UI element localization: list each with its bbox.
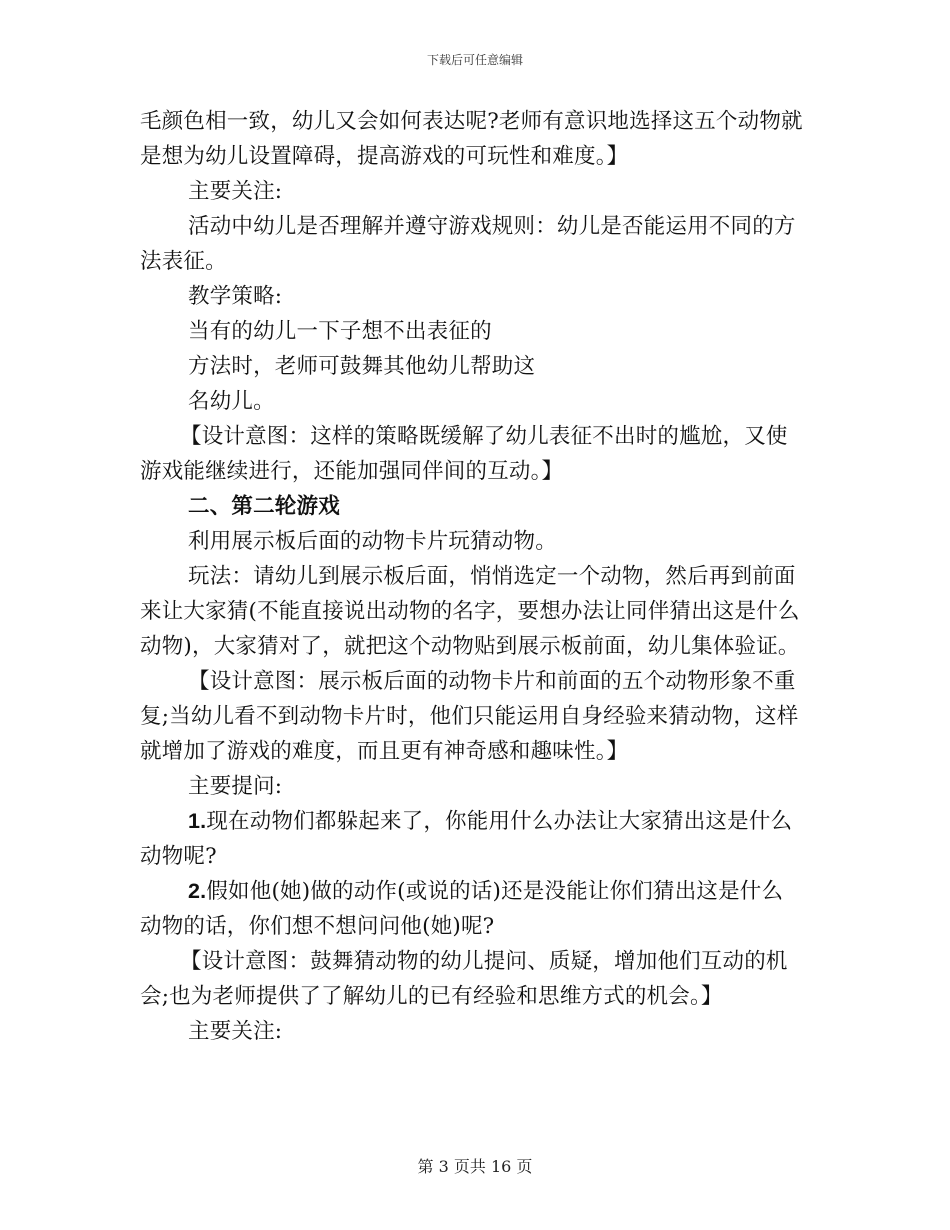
- text-line: 来让大家猜(不能直接说出动物的名字，要想办法让同伴猜出这是什么: [140, 599, 800, 624]
- section-label: 主要关注:: [188, 179, 283, 204]
- text-line: 法表征。: [140, 249, 227, 274]
- text-line: 动物的话，你们想不想问问他(她)呢?: [140, 914, 495, 939]
- design-intent-note: 【设计意图：展示板后面的动物卡片和前面的五个动物形象不重: [188, 669, 796, 694]
- text-line: 游戏能继续进行，还能加强同伴间的互动。】: [140, 459, 564, 484]
- text-line: 毛颜色相一致，幼儿又会如何表达呢?老师有意识地选择这五个动物就: [140, 109, 803, 134]
- list-number: 1.: [188, 809, 207, 833]
- design-intent-note: 【设计意图：鼓舞猜动物的幼儿提问、质疑，增加他们互动的机: [180, 949, 788, 974]
- list-item: [140, 874, 812, 909]
- list-item-text: 假如他(她)做的动作(或说的话)还是没能让你们猜出这是什么: [206, 879, 784, 904]
- text-line: 复;当幼儿看不到动物卡片时，他们只能运用自身经验来猜动物，这样: [140, 704, 799, 729]
- section-label: 主要关注:: [188, 1019, 283, 1044]
- text-line: 玩法：请幼儿到展示板后面，悄悄选定一个动物，然后再到前面: [188, 564, 796, 589]
- list-number: 2.: [188, 879, 207, 903]
- list-item-text: 现在动物们都躲起来了，你能用什么办法让大家猜出这是什么: [206, 809, 793, 834]
- text-line: 当有的幼儿一下子想不出表征的: [188, 319, 492, 344]
- design-intent-note: 【设计意图：这样的策略既缓解了幼儿表征不出时的尴尬，又使: [180, 424, 788, 449]
- document-body: [140, 104, 812, 1049]
- text-line: 就增加了游戏的难度，而且更有神奇感和趣味性。】: [140, 739, 629, 764]
- text-line: 活动中幼儿是否理解并遵守游戏规则：幼儿是否能运用不同的方: [188, 214, 796, 239]
- section-heading: 二、第二轮游戏: [188, 494, 340, 519]
- text-line: 会;也为老师提供了了解幼儿的已有经验和思维方式的机会。】: [140, 984, 723, 1009]
- page-header: 下载后可任意编辑: [426, 53, 523, 67]
- text-line: 动物呢?: [140, 844, 217, 869]
- text-line: 动物)，大家猜对了，就把这个动物贴到展示板前面，幼儿集体验证。: [140, 634, 800, 659]
- text-line: 是想为幼儿设置障碍，提高游戏的可玩性和难度。】: [140, 144, 629, 169]
- section-label: 主要提问:: [188, 774, 283, 799]
- text-line: 名幼儿。: [188, 389, 275, 414]
- page-footer: 第 3 页共 16 页: [417, 1157, 533, 1176]
- section-label: 教学策略:: [188, 284, 283, 309]
- list-item: [140, 804, 812, 839]
- text-line: 利用展示板后面的动物卡片玩猜动物。: [188, 529, 557, 554]
- text-line: 方法时，老师可鼓舞其他幼儿帮助这: [188, 354, 536, 379]
